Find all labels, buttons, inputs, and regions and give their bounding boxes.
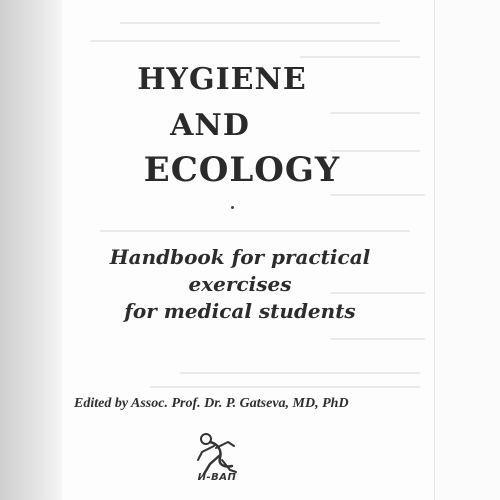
bleed-through-line — [90, 40, 400, 42]
bleed-through-line — [180, 372, 420, 374]
publisher-emblem-icon — [192, 430, 242, 478]
publisher-logo-text: И-ВАП — [197, 472, 237, 483]
title-line-ecology: ECOLOGY — [143, 150, 341, 190]
bleed-through-line — [100, 230, 410, 232]
stray-dot — [231, 206, 234, 209]
right-margin — [434, 0, 500, 500]
bleed-through-line — [150, 386, 420, 388]
bleed-through-line — [300, 56, 420, 58]
bleed-through-line — [330, 194, 425, 196]
subtitle-line-2: exercises — [188, 272, 292, 296]
publisher-logo — [192, 430, 242, 490]
editor-credit: Edited by Assoc. Prof. Dr. P. Gatseva, MD, PhD — [74, 396, 349, 411]
left-scan-shadow — [0, 0, 70, 500]
subtitle-line-3: for medical students — [124, 299, 356, 323]
subtitle-line-1: Handbook for practical — [109, 245, 371, 269]
bleed-through-line — [120, 22, 380, 24]
title-line-and: AND — [170, 108, 250, 143]
title-line-hygiene: HYGIENE — [137, 62, 307, 97]
bleed-through-line — [330, 338, 425, 340]
subtitle — [100, 244, 380, 325]
